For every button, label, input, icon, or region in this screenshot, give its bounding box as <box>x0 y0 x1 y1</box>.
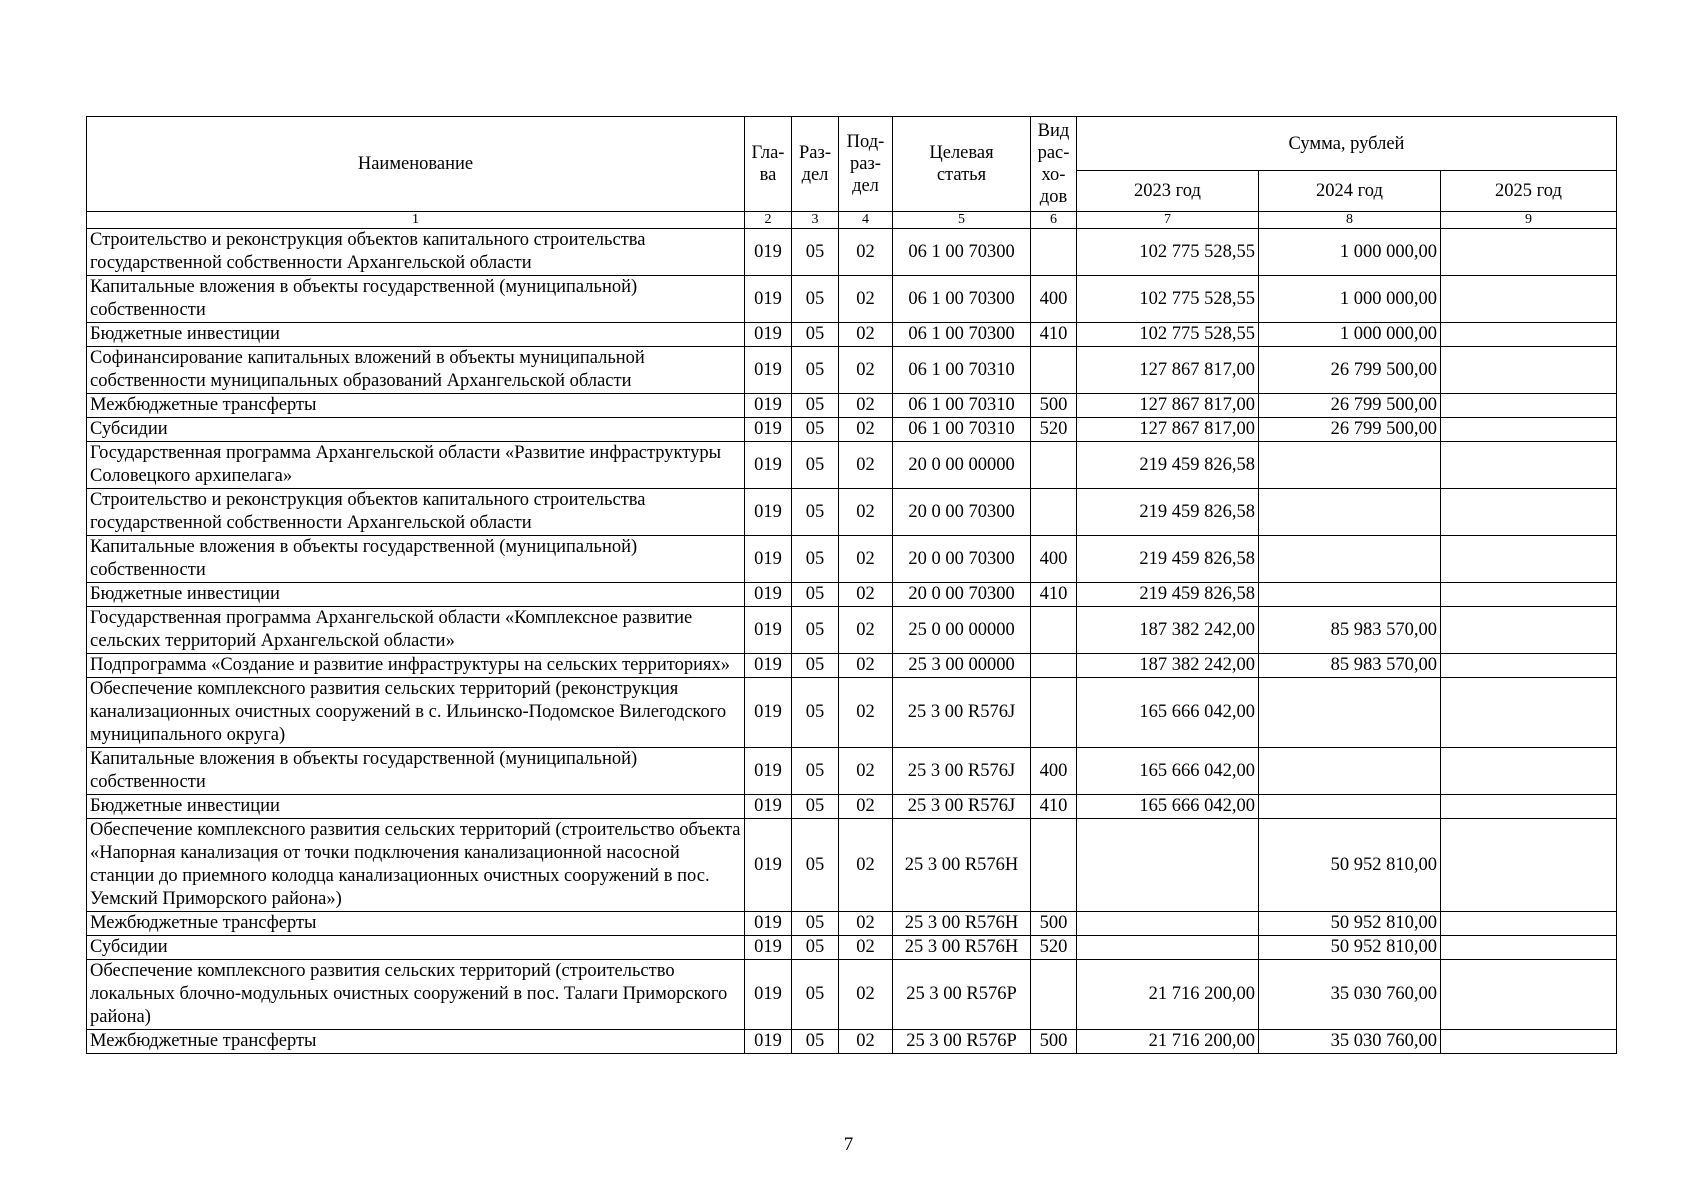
column-number: 8 <box>1259 212 1441 229</box>
table-row <box>87 536 1617 583</box>
amount-2024: 85 983 570,00 <box>1259 654 1441 678</box>
section-code: 05 <box>792 418 839 442</box>
amount-2025 <box>1441 960 1617 1030</box>
section-code: 05 <box>792 1030 839 1054</box>
amount-2024 <box>1259 442 1441 489</box>
amount-2024: 1 000 000,00 <box>1259 276 1441 323</box>
amount-2023: 219 459 826,58 <box>1077 442 1259 489</box>
amount-2023: 127 867 817,00 <box>1077 394 1259 418</box>
chapter-code: 019 <box>745 607 792 654</box>
target-article: 25 3 00 00000 <box>893 654 1031 678</box>
target-article: 25 3 00 R576H <box>893 936 1031 960</box>
amount-2025 <box>1441 819 1617 912</box>
chapter-code: 019 <box>745 678 792 748</box>
section-code: 05 <box>792 936 839 960</box>
header-name: Наименование <box>87 117 745 212</box>
amount-2025 <box>1441 489 1617 536</box>
expense-type-code: 400 <box>1031 276 1077 323</box>
amount-2023 <box>1077 819 1259 912</box>
row-name: Субсидии <box>87 418 745 442</box>
chapter-code: 019 <box>745 347 792 394</box>
expense-type-code: 500 <box>1031 1030 1077 1054</box>
row-name: Капитальные вложения в объекты государственной (муниципальной) собственности <box>87 536 745 583</box>
subsection-code: 02 <box>839 583 893 607</box>
expense-type-code: 500 <box>1031 912 1077 936</box>
chapter-code: 019 <box>745 323 792 347</box>
header-year: 2024 год <box>1259 171 1441 212</box>
table-row <box>87 323 1617 347</box>
target-article: 25 3 00 R576J <box>893 795 1031 819</box>
section-code: 05 <box>792 536 839 583</box>
subsection-code: 02 <box>839 347 893 394</box>
expense-type-code: 500 <box>1031 394 1077 418</box>
header-row-top <box>87 117 1617 171</box>
amount-2024 <box>1259 489 1441 536</box>
table-row <box>87 347 1617 394</box>
expense-type-code: 520 <box>1031 418 1077 442</box>
row-name: Капитальные вложения в объекты государственной (муниципальной) собственности <box>87 276 745 323</box>
amount-2023: 165 666 042,00 <box>1077 795 1259 819</box>
section-code: 05 <box>792 229 839 276</box>
column-number-row <box>87 212 1617 229</box>
amount-2023 <box>1077 936 1259 960</box>
amount-2023: 102 775 528,55 <box>1077 323 1259 347</box>
column-number: 6 <box>1031 212 1077 229</box>
amount-2024: 85 983 570,00 <box>1259 607 1441 654</box>
chapter-code: 019 <box>745 276 792 323</box>
section-code: 05 <box>792 607 839 654</box>
row-name: Строительство и реконструкция объектов капитального строительства государственной собственности Архангельской области <box>87 489 745 536</box>
subsection-code: 02 <box>839 795 893 819</box>
section-code: 05 <box>792 795 839 819</box>
target-article: 25 3 00 R576J <box>893 678 1031 748</box>
section-code: 05 <box>792 912 839 936</box>
subsection-code: 02 <box>839 323 893 347</box>
header-year: 2025 год <box>1441 171 1617 212</box>
header-section: Раз- дел <box>792 117 839 212</box>
target-article: 25 0 00 00000 <box>893 607 1031 654</box>
subsection-code: 02 <box>839 394 893 418</box>
chapter-code: 019 <box>745 418 792 442</box>
row-name: Обеспечение комплексного развития сельских территорий (строительство объекта «Напорная канализация от точки подключения канализационной насосной станции до приемного колодца канализационных очистных сооружений в пос. Уемский Приморского района») <box>87 819 745 912</box>
amount-2024 <box>1259 748 1441 795</box>
chapter-code: 019 <box>745 536 792 583</box>
column-number: 4 <box>839 212 893 229</box>
amount-2025 <box>1441 394 1617 418</box>
subsection-code: 02 <box>839 418 893 442</box>
target-article: 06 1 00 70310 <box>893 347 1031 394</box>
target-article: 20 0 00 00000 <box>893 442 1031 489</box>
amount-2024 <box>1259 795 1441 819</box>
amount-2025 <box>1441 795 1617 819</box>
table-row <box>87 936 1617 960</box>
column-number: 3 <box>792 212 839 229</box>
section-code: 05 <box>792 347 839 394</box>
subsection-code: 02 <box>839 276 893 323</box>
subsection-code: 02 <box>839 489 893 536</box>
column-number: 2 <box>745 212 792 229</box>
table-row <box>87 960 1617 1030</box>
table-row <box>87 583 1617 607</box>
table-row <box>87 819 1617 912</box>
target-article: 25 3 00 R576P <box>893 960 1031 1030</box>
amount-2024: 50 952 810,00 <box>1259 936 1441 960</box>
expense-type-code <box>1031 678 1077 748</box>
amount-2023 <box>1077 912 1259 936</box>
target-article: 06 1 00 70300 <box>893 229 1031 276</box>
amount-2025 <box>1441 418 1617 442</box>
row-name: Субсидии <box>87 936 745 960</box>
target-article: 25 3 00 R576H <box>893 819 1031 912</box>
table-row <box>87 748 1617 795</box>
expense-type-code <box>1031 229 1077 276</box>
target-article: 25 3 00 R576P <box>893 1030 1031 1054</box>
amount-2024: 26 799 500,00 <box>1259 394 1441 418</box>
amount-2023: 127 867 817,00 <box>1077 418 1259 442</box>
chapter-code: 019 <box>745 229 792 276</box>
amount-2024: 1 000 000,00 <box>1259 229 1441 276</box>
expense-type-code: 400 <box>1031 536 1077 583</box>
target-article: 20 0 00 70300 <box>893 583 1031 607</box>
table-row <box>87 229 1617 276</box>
amount-2023: 219 459 826,58 <box>1077 583 1259 607</box>
amount-2025 <box>1441 748 1617 795</box>
target-article: 06 1 00 70300 <box>893 323 1031 347</box>
section-code: 05 <box>792 678 839 748</box>
amount-2025 <box>1441 678 1617 748</box>
amount-2023: 102 775 528,55 <box>1077 229 1259 276</box>
amount-2023: 21 716 200,00 <box>1077 960 1259 1030</box>
amount-2025 <box>1441 347 1617 394</box>
amount-2023: 187 382 242,00 <box>1077 607 1259 654</box>
subsection-code: 02 <box>839 936 893 960</box>
row-name: Капитальные вложения в объекты государственной (муниципальной) собственности <box>87 748 745 795</box>
table-row <box>87 607 1617 654</box>
expense-type-code: 400 <box>1031 748 1077 795</box>
expense-type-code <box>1031 654 1077 678</box>
chapter-code: 019 <box>745 654 792 678</box>
row-name: Софинансирование капитальных вложений в объекты муниципальной собственности муниципальных образований Архангельской области <box>87 347 745 394</box>
amount-2024: 35 030 760,00 <box>1259 1030 1441 1054</box>
target-article: 20 0 00 70300 <box>893 536 1031 583</box>
subsection-code: 02 <box>839 442 893 489</box>
column-number: 5 <box>893 212 1031 229</box>
section-code: 05 <box>792 748 839 795</box>
expense-type-code: 410 <box>1031 795 1077 819</box>
target-article: 06 1 00 70310 <box>893 394 1031 418</box>
row-name: Подпрограмма «Создание и развитие инфраструктуры на сельских территориях» <box>87 654 745 678</box>
amount-2024: 1 000 000,00 <box>1259 323 1441 347</box>
section-code: 05 <box>792 583 839 607</box>
budget-table <box>86 116 1617 1054</box>
subsection-code: 02 <box>839 748 893 795</box>
expense-type-code <box>1031 607 1077 654</box>
table-row <box>87 489 1617 536</box>
column-number: 9 <box>1441 212 1617 229</box>
amount-2023: 165 666 042,00 <box>1077 678 1259 748</box>
chapter-code: 019 <box>745 1030 792 1054</box>
target-article: 06 1 00 70300 <box>893 276 1031 323</box>
subsection-code: 02 <box>839 819 893 912</box>
row-name: Межбюджетные трансферты <box>87 912 745 936</box>
section-code: 05 <box>792 323 839 347</box>
target-article: 25 3 00 R576H <box>893 912 1031 936</box>
amount-2023: 187 382 242,00 <box>1077 654 1259 678</box>
row-name: Государственная программа Архангельской области «Комплексное развитие сельских территорий Архангельской области» <box>87 607 745 654</box>
amount-2023: 21 716 200,00 <box>1077 1030 1259 1054</box>
chapter-code: 019 <box>745 912 792 936</box>
section-code: 05 <box>792 276 839 323</box>
chapter-code: 019 <box>745 442 792 489</box>
section-code: 05 <box>792 819 839 912</box>
expense-type-code: 410 <box>1031 583 1077 607</box>
target-article: 06 1 00 70310 <box>893 418 1031 442</box>
subsection-code: 02 <box>839 960 893 1030</box>
table-row <box>87 394 1617 418</box>
amount-2024: 26 799 500,00 <box>1259 418 1441 442</box>
chapter-code: 019 <box>745 748 792 795</box>
table-row <box>87 442 1617 489</box>
subsection-code: 02 <box>839 536 893 583</box>
expense-type-code <box>1031 960 1077 1030</box>
amount-2025 <box>1441 536 1617 583</box>
header-sum: Сумма, рублей <box>1077 117 1617 171</box>
amount-2024 <box>1259 678 1441 748</box>
table-body <box>87 229 1617 1054</box>
amount-2025 <box>1441 1030 1617 1054</box>
expense-type-code <box>1031 819 1077 912</box>
section-code: 05 <box>792 489 839 536</box>
row-name: Бюджетные инвестиции <box>87 323 745 347</box>
header-chapter: Гла- ва <box>745 117 792 212</box>
amount-2025 <box>1441 229 1617 276</box>
amount-2025 <box>1441 323 1617 347</box>
subsection-code: 02 <box>839 229 893 276</box>
row-name: Бюджетные инвестиции <box>87 795 745 819</box>
chapter-code: 019 <box>745 960 792 1030</box>
row-name: Государственная программа Архангельской области «Развитие инфраструктуры Соловецкого архипелага» <box>87 442 745 489</box>
chapter-code: 019 <box>745 489 792 536</box>
column-number: 7 <box>1077 212 1259 229</box>
amount-2023: 219 459 826,58 <box>1077 536 1259 583</box>
table-row <box>87 1030 1617 1054</box>
expense-type-code <box>1031 442 1077 489</box>
expense-type-code: 520 <box>1031 936 1077 960</box>
row-name: Обеспечение комплексного развития сельских территорий (реконструкция канализационных очистных сооружений в с. Ильинско-Подомское Вилегодского муниципального округа) <box>87 678 745 748</box>
subsection-code: 02 <box>839 912 893 936</box>
table-row <box>87 678 1617 748</box>
header-subsection: Под- раз- дел <box>839 117 893 212</box>
row-name: Межбюджетные трансферты <box>87 1030 745 1054</box>
subsection-code: 02 <box>839 1030 893 1054</box>
row-name: Строительство и реконструкция объектов капитального строительства государственной собственности Архангельской области <box>87 229 745 276</box>
chapter-code: 019 <box>745 819 792 912</box>
amount-2023: 102 775 528,55 <box>1077 276 1259 323</box>
table-row <box>87 654 1617 678</box>
expense-type-code: 410 <box>1031 323 1077 347</box>
table-row <box>87 795 1617 819</box>
expense-type-code <box>1031 489 1077 536</box>
section-code: 05 <box>792 442 839 489</box>
table-row <box>87 418 1617 442</box>
section-code: 05 <box>792 960 839 1030</box>
row-name: Межбюджетные трансферты <box>87 394 745 418</box>
target-article: 25 3 00 R576J <box>893 748 1031 795</box>
column-number: 1 <box>87 212 745 229</box>
chapter-code: 019 <box>745 394 792 418</box>
subsection-code: 02 <box>839 607 893 654</box>
amount-2023: 165 666 042,00 <box>1077 748 1259 795</box>
amount-2024 <box>1259 583 1441 607</box>
header-year: 2023 год <box>1077 171 1259 212</box>
table-row <box>87 276 1617 323</box>
amount-2023: 127 867 817,00 <box>1077 347 1259 394</box>
amount-2023: 219 459 826,58 <box>1077 489 1259 536</box>
amount-2025 <box>1441 583 1617 607</box>
amount-2025 <box>1441 936 1617 960</box>
table-row <box>87 912 1617 936</box>
amount-2025 <box>1441 442 1617 489</box>
amount-2024: 50 952 810,00 <box>1259 912 1441 936</box>
amount-2025 <box>1441 607 1617 654</box>
target-article: 20 0 00 70300 <box>893 489 1031 536</box>
row-name: Бюджетные инвестиции <box>87 583 745 607</box>
subsection-code: 02 <box>839 654 893 678</box>
section-code: 05 <box>792 394 839 418</box>
amount-2024 <box>1259 536 1441 583</box>
header-target: Целевая статья <box>893 117 1031 212</box>
section-code: 05 <box>792 654 839 678</box>
page-number: 7 <box>843 1134 854 1155</box>
subsection-code: 02 <box>839 678 893 748</box>
amount-2024: 35 030 760,00 <box>1259 960 1441 1030</box>
amount-2024: 26 799 500,00 <box>1259 347 1441 394</box>
header-expense-type: Вид рас- хо- дов <box>1031 117 1077 212</box>
expense-type-code <box>1031 347 1077 394</box>
amount-2024: 50 952 810,00 <box>1259 819 1441 912</box>
chapter-code: 019 <box>745 936 792 960</box>
amount-2025 <box>1441 654 1617 678</box>
row-name: Обеспечение комплексного развития сельских территорий (строительство локальных блочно-модульных очистных сооружений в пос. Талаги Приморского района) <box>87 960 745 1030</box>
chapter-code: 019 <box>745 795 792 819</box>
amount-2025 <box>1441 276 1617 323</box>
chapter-code: 019 <box>745 583 792 607</box>
amount-2025 <box>1441 912 1617 936</box>
